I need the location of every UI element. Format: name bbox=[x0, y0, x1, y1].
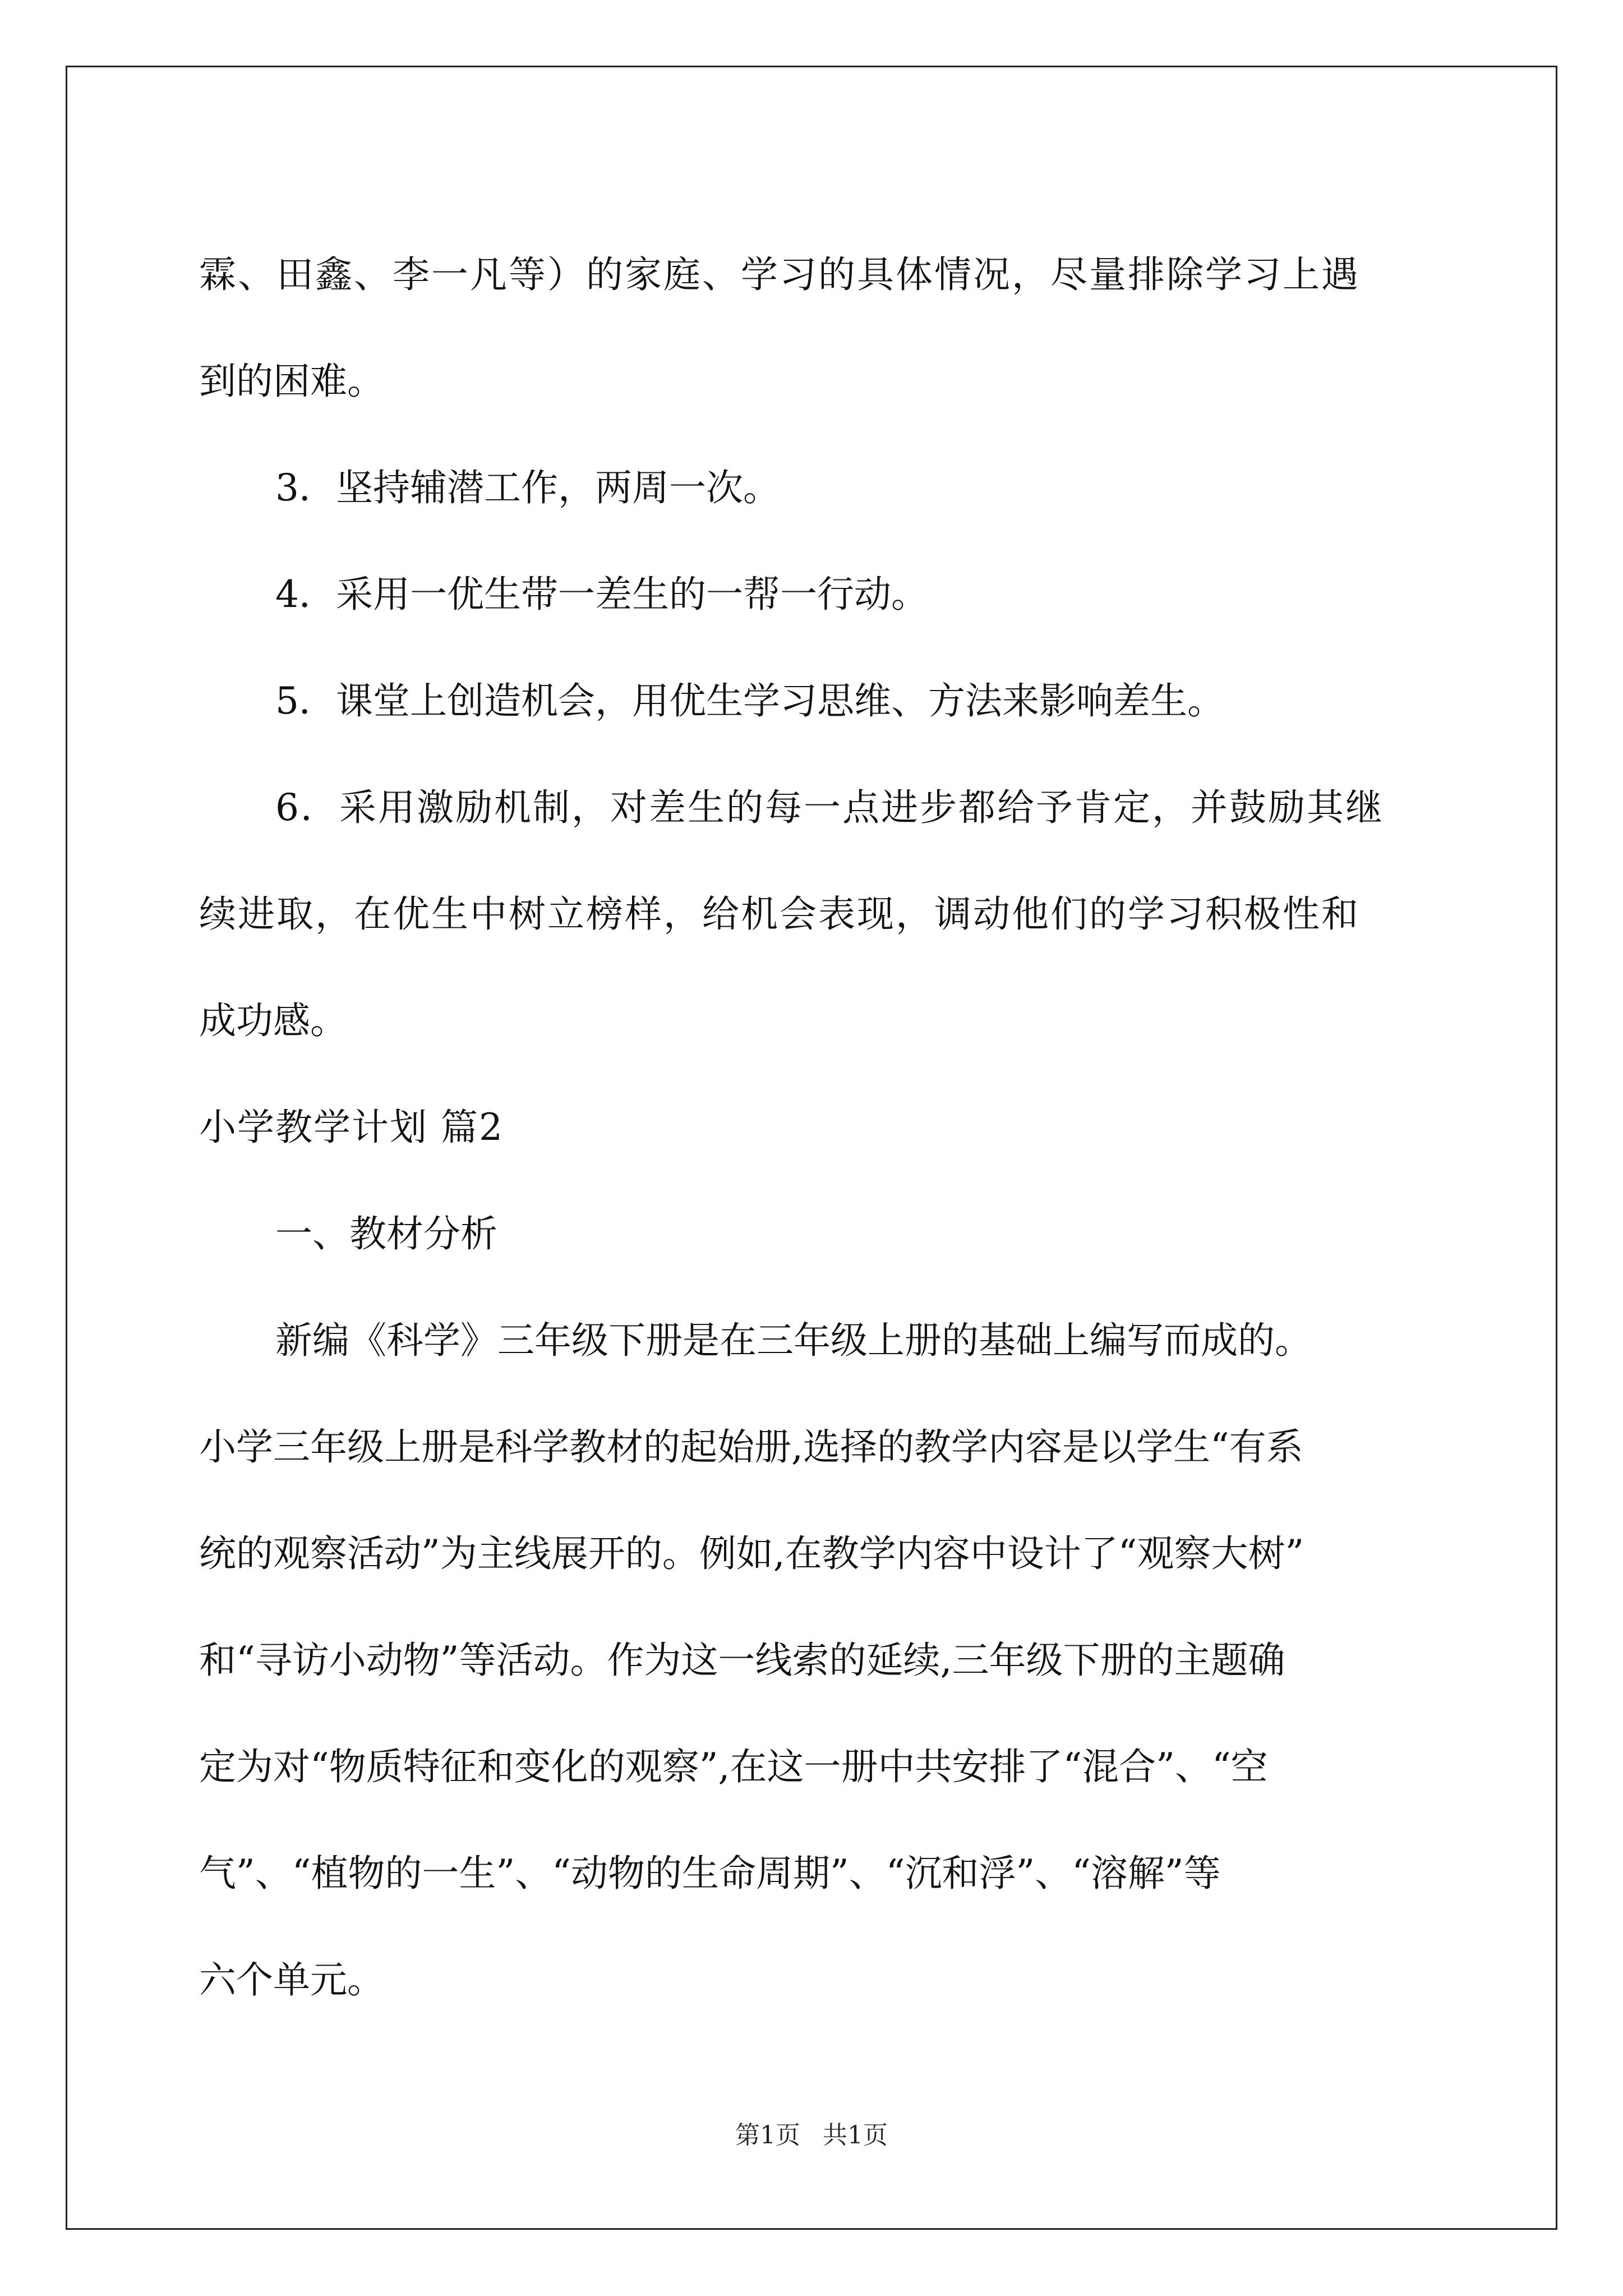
paragraph-line: 定为对“物质特征和变化的观察”,在这一册中共安排了“混合”、“空 bbox=[199, 1745, 1268, 1788]
list-item-6: 6．采用激励机制，对差生的每一点进步都给予肯定，并鼓励其继 bbox=[275, 786, 1384, 829]
paragraph-line: 六个单元。 bbox=[199, 1958, 384, 2001]
paragraph-line: 到的困难。 bbox=[199, 360, 384, 403]
paragraph-line: 小学三年级上册是科学教材的起始册,选择的教学内容是以学生“有系 bbox=[199, 1425, 1303, 1469]
paragraph-line: 统的观察活动”为主线展开的。例如,在教学内容中设计了“观察大树” bbox=[199, 1532, 1304, 1575]
list-item-5: 5．课堂上创造机会，用优生学习思维、方法来影响差生。 bbox=[275, 679, 1224, 723]
paragraph-line: 新编《科学》三年级下册是在三年级上册的基础上编写而成的。 bbox=[275, 1319, 1312, 1362]
list-item-3: 3．坚持辅潜工作，两周一次。 bbox=[275, 466, 780, 509]
subsection-heading: 一、教材分析 bbox=[275, 1212, 497, 1255]
paragraph-line: 成功感。 bbox=[199, 999, 347, 1042]
list-item-4: 4．采用一优生带一差生的一帮一行动。 bbox=[275, 573, 928, 616]
document-body bbox=[199, 222, 1427, 2033]
page-total: 共1页 bbox=[823, 2121, 888, 2150]
paragraph-line: 气”、“植物的一生”、“动物的生命周期”、“沉和浮”、“溶解”等 bbox=[199, 1852, 1221, 1895]
page-number: 第1页 bbox=[735, 2121, 800, 2150]
paragraph-line: 续进取，在优生中树立榜样，给机会表现，调动他们的学习积极性和 bbox=[199, 892, 1360, 936]
section-heading: 小学教学计划 篇2 bbox=[199, 1106, 504, 1149]
paragraph-line: 和“寻访小动物”等活动。作为这一线索的延续,三年级下册的主题确 bbox=[199, 1639, 1285, 1682]
paragraph-line: 霖、田鑫、李一凡等）的家庭、学习的具体情况，尽量排除学习上遇 bbox=[199, 253, 1360, 296]
page-footer bbox=[0, 2115, 1623, 2151]
